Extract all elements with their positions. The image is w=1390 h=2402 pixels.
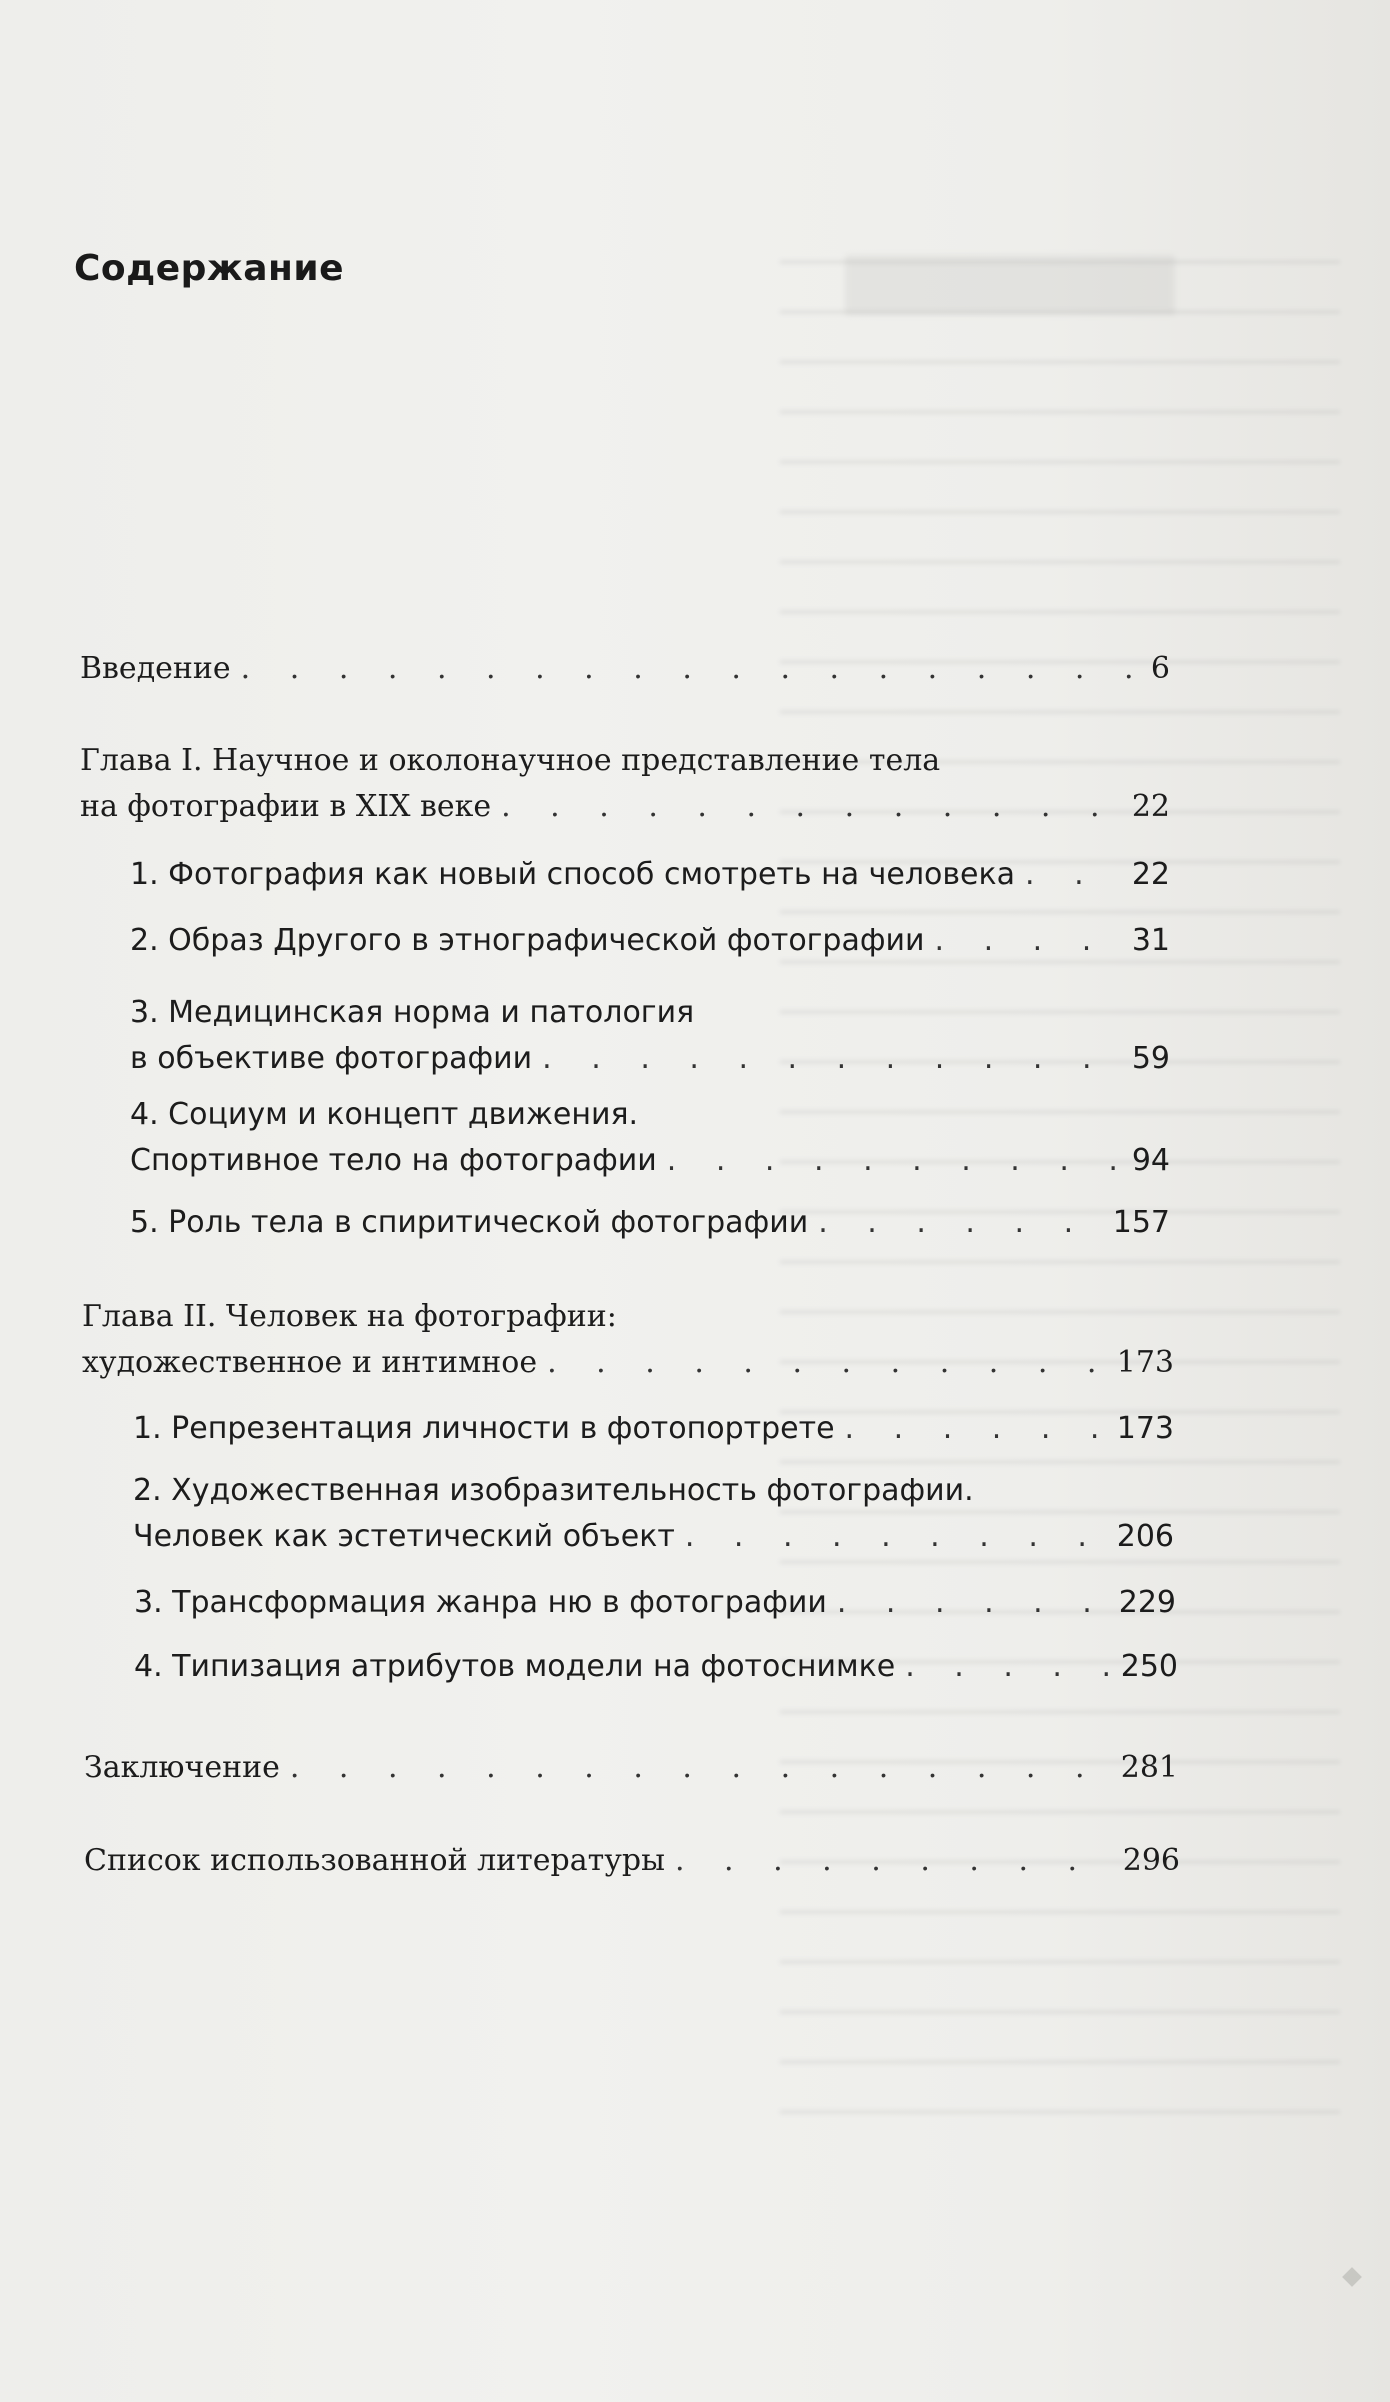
toc-entry-chapter-2 (82, 1294, 1174, 1386)
toc-entry-section-2-4 (134, 1644, 1178, 1690)
toc-page-number: 173 (1116, 1411, 1174, 1446)
toc-entry-chapter-1 (80, 738, 1170, 830)
toc-entry-intro (80, 646, 1170, 692)
toc-page-number: 59 (1131, 1041, 1170, 1076)
toc-leader-dots (542, 1036, 1122, 1082)
toc-entry-section-2-1 (133, 1406, 1174, 1452)
toc-page-number: 250 (1120, 1649, 1178, 1684)
toc-title-line: 4. Социум и концепт движения. (130, 1097, 639, 1132)
bleed-through-heading (845, 255, 1175, 315)
toc-page-number: 157 (1112, 1205, 1170, 1240)
toc-page-number: 173 (1116, 1345, 1174, 1380)
toc-title-line: Глава I. Научное и околонаучное представление тела (80, 743, 941, 778)
toc-title-line: Глава II. Человек на фотографии: (82, 1299, 617, 1334)
toc-page-number: 22 (1131, 789, 1170, 824)
toc-entry-bibliography (84, 1838, 1180, 1884)
toc-entry-section-2-2 (133, 1468, 1174, 1560)
toc-leader-dots (837, 1580, 1109, 1626)
toc-leader-dots (667, 1138, 1122, 1184)
toc-title: в объективе фотографии (130, 1041, 533, 1076)
toc-title: Заключение (84, 1750, 280, 1785)
toc-entry-conclusion (84, 1745, 1178, 1791)
toc-title: на фотографии в XIX веке (80, 789, 492, 824)
toc-entry-section-1-4 (130, 1092, 1170, 1184)
toc-leader-dots (547, 1340, 1107, 1386)
toc-entry-section-2-3 (134, 1580, 1176, 1626)
toc-leader-dots (845, 1406, 1107, 1452)
toc-title: Список использованной литературы (84, 1843, 665, 1878)
toc-page-number: 296 (1122, 1843, 1180, 1878)
toc-page-number: 206 (1116, 1519, 1174, 1554)
toc-title: Введение (80, 651, 231, 686)
toc-title: 4. Типизация атрибутов модели на фотоснимке (134, 1649, 896, 1684)
toc-leader-dots (905, 1644, 1111, 1690)
toc-page-number: 22 (1131, 857, 1170, 892)
toc-title: 2. Образ Другого в этнографической фотографии (130, 923, 925, 958)
toc-title: 3. Трансформация жанра ню в фотографии (134, 1585, 827, 1620)
toc-leader-dots (290, 1745, 1111, 1791)
toc-leader-dots (935, 918, 1122, 964)
toc-title: 1. Репрезентация личности в фотопортрете (133, 1411, 835, 1446)
toc-page-number: 94 (1131, 1143, 1170, 1178)
toc-leader-dots (1025, 852, 1122, 898)
toc-leader-dots (501, 784, 1122, 830)
toc-title: 1. Фотография как новый способ смотреть на человека (130, 857, 1015, 892)
toc-entry-section-1-3 (130, 990, 1170, 1082)
toc-title: художественное и интимное (82, 1345, 538, 1380)
toc-title-line: 2. Художественная изобразительность фотографии. (133, 1473, 974, 1508)
toc-entry-section-1-1 (130, 852, 1170, 898)
toc-leader-dots (675, 1838, 1113, 1884)
toc-page-number: 229 (1118, 1585, 1176, 1620)
toc-leader-dots (241, 646, 1141, 692)
toc-leader-dots (685, 1514, 1107, 1560)
page-corner-mark (1342, 2267, 1362, 2287)
toc-page-number: 31 (1131, 923, 1170, 958)
toc-title: 5. Роль тела в спиритической фотографии (130, 1205, 809, 1240)
toc-entry-section-1-2 (130, 918, 1170, 964)
toc-title-line: 3. Медицинская норма и патология (130, 995, 695, 1030)
toc-page-number: 6 (1150, 651, 1170, 686)
toc-title: Спортивное тело на фотографии (130, 1143, 657, 1178)
toc-title: Человек как эстетический объект (133, 1519, 675, 1554)
toc-page-number: 281 (1120, 1750, 1178, 1785)
toc-leader-dots (818, 1200, 1103, 1246)
page-title: Содержание (74, 248, 345, 289)
toc-entry-section-1-5 (130, 1200, 1170, 1246)
